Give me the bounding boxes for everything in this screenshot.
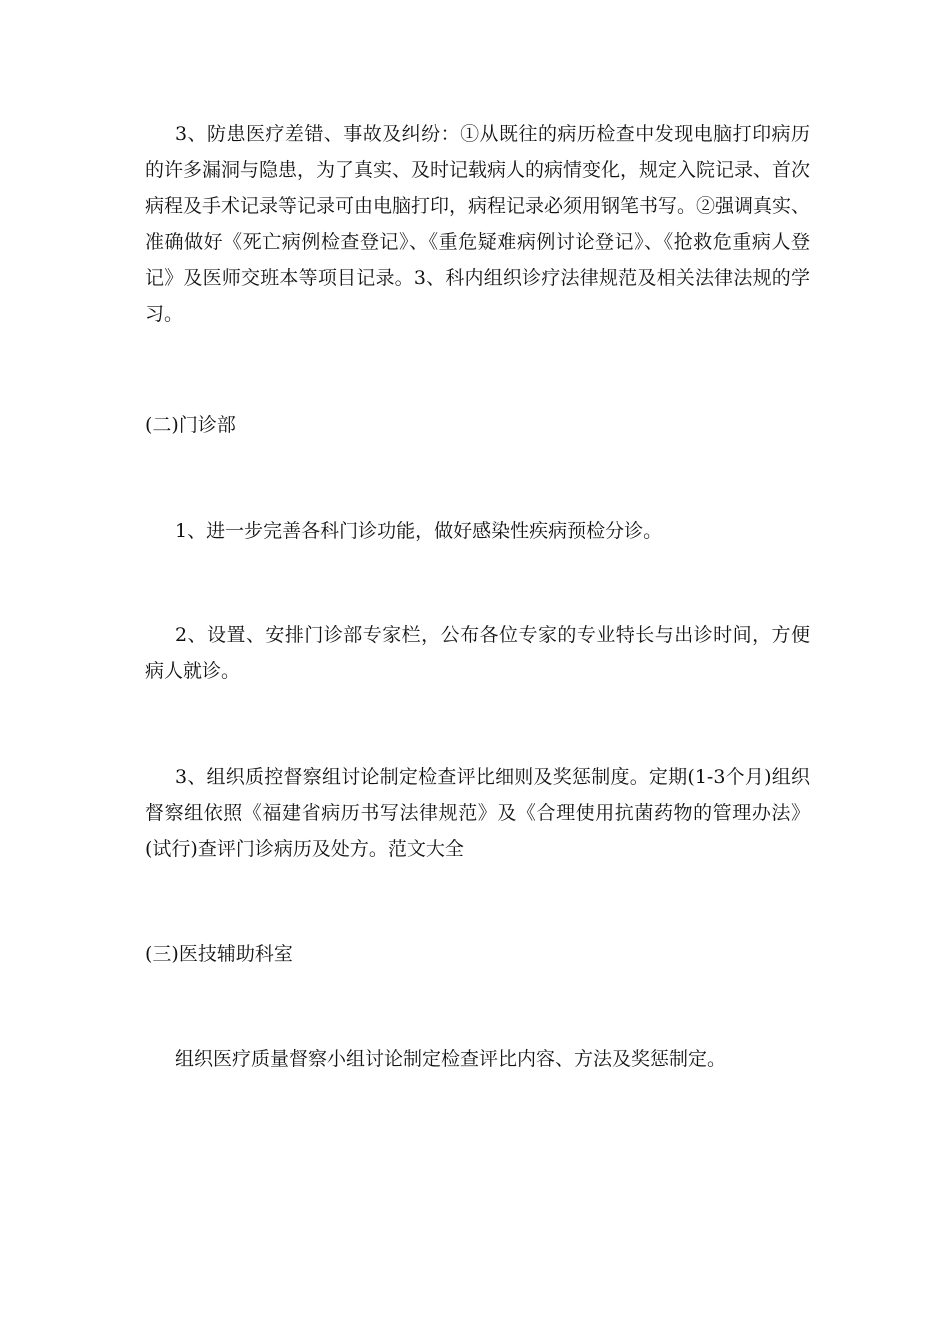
paragraph-quality-control: 3、组织质控督察组讨论制定检查评比细则及奖惩制度。定期(1-3个月)组织督察组依照《福建省病历书写法律规范》及《合理使用抗菌药物的管理办法》(试行)查评门诊病历及处方。范文大全	[145, 766, 810, 860]
paragraph-quality-supervision: 组织医疗质量督察小组讨论制定检查评比内容、方法及奖惩制定。	[175, 1048, 727, 1070]
section-heading-outpatient: (二)门诊部	[145, 414, 236, 436]
paragraph-outpatient-functions: 1、进一步完善各科门诊功能，做好感染性疾病预检分诊。	[175, 520, 663, 542]
paragraph-expert-board: 2、设置、安排门诊部专家栏，公布各位专家的专业特长与出诊时间，方便病人就诊。	[145, 624, 810, 682]
paragraph-error-prevention: 3、防患医疗差错、事故及纠纷：①从既往的病历检查中发现电脑打印病历的许多漏洞与隐患，为了真实、及时记载病人的病情变化，规定入院记录、首次病程及手术记录等记录可由电脑打印，病程记录必须用钢笔书写。②强调真实、准确做好《死亡病例检查登记》、《重危疑难病例讨论登记》、《抢救危重病人登记》及医师交班本等项目记录。3、科内组织诊疗法律规范及相关法律法规的学习。	[145, 123, 811, 325]
section-heading-medical-tech: (三)医技辅助科室	[145, 943, 293, 965]
